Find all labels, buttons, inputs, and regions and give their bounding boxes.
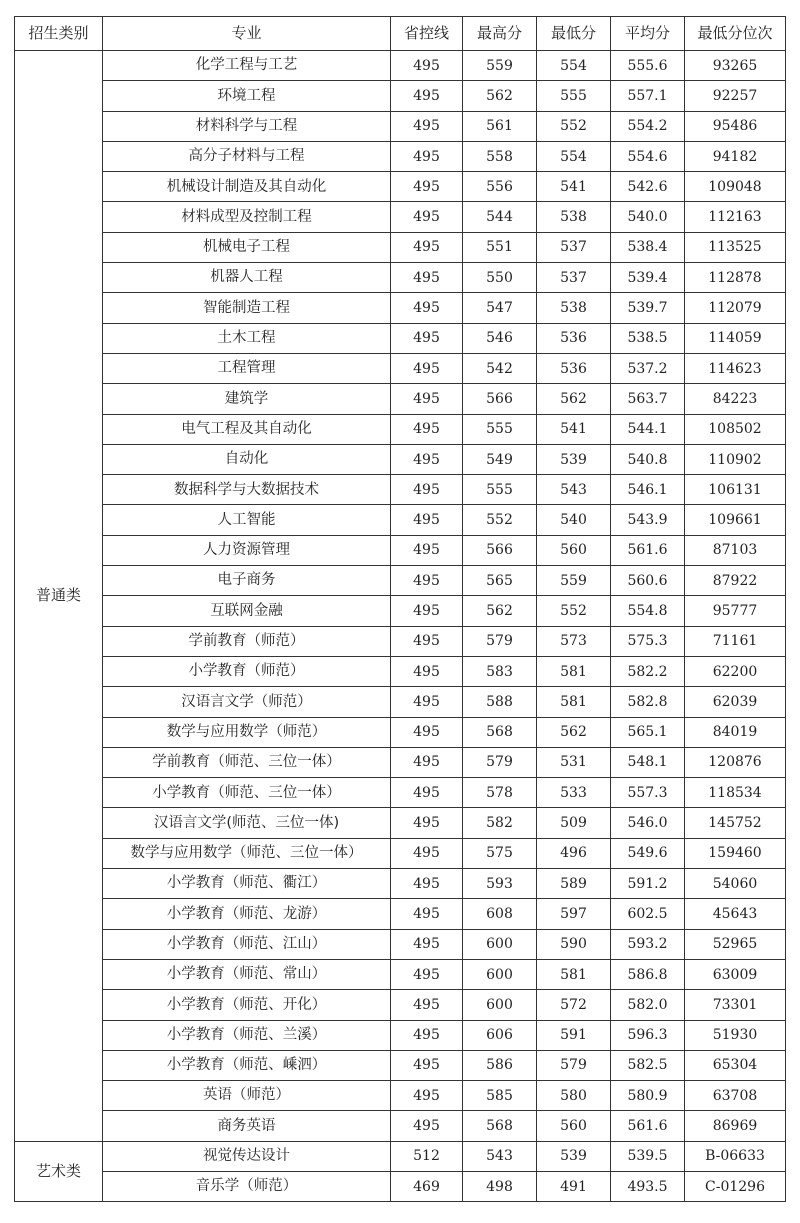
avg-score-cell: 549.6 [611, 838, 685, 868]
min-rank-cell: 84019 [685, 717, 786, 747]
min-score-cell: 537 [537, 232, 611, 262]
major-cell: 商务英语 [103, 1111, 391, 1141]
major-cell: 小学教育（师范、开化） [103, 990, 391, 1020]
major-cell: 视觉传达设计 [103, 1141, 391, 1171]
min-score-cell: 580 [537, 1081, 611, 1111]
min-score-cell: 573 [537, 626, 611, 656]
min-score-cell: 539 [537, 1141, 611, 1171]
table-row [15, 838, 786, 868]
major-cell: 汉语言文学（师范） [103, 687, 391, 717]
control-line-cell: 495 [391, 81, 463, 111]
max-score-cell: 544 [463, 202, 537, 232]
avg-score-cell: 565.1 [611, 717, 685, 747]
min-score-cell: 555 [537, 81, 611, 111]
table-row [15, 899, 786, 929]
avg-score-cell: 548.1 [611, 747, 685, 777]
control-line-cell: 495 [391, 990, 463, 1020]
min-score-cell: 541 [537, 172, 611, 202]
avg-score-cell: 546.1 [611, 475, 685, 505]
min-rank-cell: 63708 [685, 1081, 786, 1111]
avg-score-cell: 557.3 [611, 778, 685, 808]
avg-score-cell: 554.6 [611, 141, 685, 171]
control-line-cell: 495 [391, 414, 463, 444]
avg-score-cell: 591.2 [611, 869, 685, 899]
min-score-cell: 536 [537, 323, 611, 353]
major-cell: 互联网金融 [103, 596, 391, 626]
max-score-cell: 556 [463, 172, 537, 202]
table-row [15, 444, 786, 474]
min-rank-cell: B-06633 [685, 1141, 786, 1171]
max-score-cell: 578 [463, 778, 537, 808]
min-rank-cell: 120876 [685, 747, 786, 777]
max-score-cell: 588 [463, 687, 537, 717]
major-cell: 材料科学与工程 [103, 111, 391, 141]
avg-score-cell: 596.3 [611, 1020, 685, 1050]
min-score-cell: 560 [537, 535, 611, 565]
min-rank-cell: 109661 [685, 505, 786, 535]
control-line-cell: 495 [391, 656, 463, 686]
header-min-rank: 最低分位次 [685, 17, 786, 51]
major-cell: 机器人工程 [103, 263, 391, 293]
max-score-cell: 549 [463, 444, 537, 474]
max-score-cell: 593 [463, 869, 537, 899]
min-score-cell: 560 [537, 1111, 611, 1141]
max-score-cell: 600 [463, 990, 537, 1020]
avg-score-cell: 538.4 [611, 232, 685, 262]
min-score-cell: 589 [537, 869, 611, 899]
control-line-cell: 495 [391, 566, 463, 596]
avg-score-cell: 593.2 [611, 929, 685, 959]
max-score-cell: 582 [463, 808, 537, 838]
table-row [15, 1171, 786, 1201]
major-cell: 学前教育（师范） [103, 626, 391, 656]
max-score-cell: 498 [463, 1171, 537, 1201]
min-rank-cell: 112878 [685, 263, 786, 293]
min-rank-cell: 113525 [685, 232, 786, 262]
control-line-cell: 495 [391, 141, 463, 171]
table-row [15, 687, 786, 717]
min-rank-cell: 92257 [685, 81, 786, 111]
avg-score-cell: 582.2 [611, 656, 685, 686]
min-rank-cell: 94182 [685, 141, 786, 171]
max-score-cell: 579 [463, 747, 537, 777]
header-major: 专业 [103, 17, 391, 51]
avg-score-cell: 557.1 [611, 81, 685, 111]
control-line-cell: 495 [391, 899, 463, 929]
min-score-cell: 562 [537, 384, 611, 414]
control-line-cell: 495 [391, 929, 463, 959]
major-cell: 数学与应用数学（师范、三位一体） [103, 838, 391, 868]
min-score-cell: 591 [537, 1020, 611, 1050]
major-cell: 小学教育（师范） [103, 656, 391, 686]
min-rank-cell: 106131 [685, 475, 786, 505]
table-row [15, 1141, 786, 1171]
control-line-cell: 495 [391, 111, 463, 141]
major-cell: 电子商务 [103, 566, 391, 596]
max-score-cell: 575 [463, 838, 537, 868]
control-line-cell: 495 [391, 232, 463, 262]
major-cell: 机械设计制造及其自动化 [103, 172, 391, 202]
max-score-cell: 586 [463, 1050, 537, 1080]
header-max-score: 最高分 [463, 17, 537, 51]
max-score-cell: 579 [463, 626, 537, 656]
max-score-cell: 551 [463, 232, 537, 262]
min-score-cell: 509 [537, 808, 611, 838]
table-row [15, 869, 786, 899]
min-score-cell: 581 [537, 687, 611, 717]
control-line-cell: 512 [391, 1141, 463, 1171]
table-row [15, 475, 786, 505]
max-score-cell: 568 [463, 717, 537, 747]
table-row [15, 81, 786, 111]
min-score-cell: 538 [537, 293, 611, 323]
control-line-cell: 495 [391, 778, 463, 808]
major-cell: 小学教育（师范、三位一体） [103, 778, 391, 808]
major-cell: 机械电子工程 [103, 232, 391, 262]
table-row [15, 566, 786, 596]
min-score-cell: 581 [537, 959, 611, 989]
major-cell: 小学教育（师范、江山） [103, 929, 391, 959]
min-rank-cell: 145752 [685, 808, 786, 838]
table-body [15, 51, 786, 1202]
table-row [15, 202, 786, 232]
avg-score-cell: 543.9 [611, 505, 685, 535]
min-rank-cell: 159460 [685, 838, 786, 868]
avg-score-cell: 602.5 [611, 899, 685, 929]
min-rank-cell: 109048 [685, 172, 786, 202]
min-rank-cell: 62200 [685, 656, 786, 686]
table-row [15, 505, 786, 535]
avg-score-cell: 542.6 [611, 172, 685, 202]
avg-score-cell: 561.6 [611, 1111, 685, 1141]
control-line-cell: 495 [391, 747, 463, 777]
table-row [15, 293, 786, 323]
max-score-cell: 606 [463, 1020, 537, 1050]
min-score-cell: 531 [537, 747, 611, 777]
table-row [15, 535, 786, 565]
min-rank-cell: 112079 [685, 293, 786, 323]
min-rank-cell: 54060 [685, 869, 786, 899]
category-cell: 普通类 [15, 51, 103, 1142]
min-score-cell: 554 [537, 141, 611, 171]
table-row [15, 414, 786, 444]
max-score-cell: 550 [463, 263, 537, 293]
control-line-cell: 495 [391, 626, 463, 656]
control-line-cell: 495 [391, 384, 463, 414]
control-line-cell: 495 [391, 323, 463, 353]
major-cell: 工程管理 [103, 353, 391, 383]
major-cell: 数据科学与大数据技术 [103, 475, 391, 505]
major-cell: 小学教育（师范、常山） [103, 959, 391, 989]
avg-score-cell: 554.2 [611, 111, 685, 141]
min-score-cell: 562 [537, 717, 611, 747]
control-line-cell: 495 [391, 202, 463, 232]
admission-scores-table [14, 16, 786, 1202]
min-rank-cell: 114623 [685, 353, 786, 383]
avg-score-cell: 560.6 [611, 566, 685, 596]
major-cell: 学前教育（师范、三位一体） [103, 747, 391, 777]
control-line-cell: 495 [391, 535, 463, 565]
min-score-cell: 590 [537, 929, 611, 959]
table-row [15, 1081, 786, 1111]
table-row [15, 626, 786, 656]
major-cell: 音乐学（师范） [103, 1171, 391, 1201]
min-rank-cell: 95486 [685, 111, 786, 141]
table-row [15, 263, 786, 293]
max-score-cell: 600 [463, 929, 537, 959]
min-score-cell: 536 [537, 353, 611, 383]
major-cell: 建筑学 [103, 384, 391, 414]
min-score-cell: 538 [537, 202, 611, 232]
min-score-cell: 541 [537, 414, 611, 444]
avg-score-cell: 539.7 [611, 293, 685, 323]
table-row [15, 1050, 786, 1080]
control-line-cell: 495 [391, 717, 463, 747]
table-row [15, 51, 786, 81]
max-score-cell: 555 [463, 414, 537, 444]
max-score-cell: 608 [463, 899, 537, 929]
table-header-row [15, 17, 786, 51]
table-row [15, 172, 786, 202]
major-cell: 小学教育（师范、龙游） [103, 899, 391, 929]
avg-score-cell: 575.3 [611, 626, 685, 656]
max-score-cell: 561 [463, 111, 537, 141]
table-row [15, 717, 786, 747]
max-score-cell: 547 [463, 293, 537, 323]
min-score-cell: 552 [537, 111, 611, 141]
category-cell: 艺术类 [15, 1141, 103, 1202]
min-rank-cell: 86969 [685, 1111, 786, 1141]
avg-score-cell: 544.1 [611, 414, 685, 444]
min-score-cell: 533 [537, 778, 611, 808]
control-line-cell: 495 [391, 1081, 463, 1111]
major-cell: 小学教育（师范、兰溪） [103, 1020, 391, 1050]
avg-score-cell: 537.2 [611, 353, 685, 383]
min-rank-cell: 63009 [685, 959, 786, 989]
min-score-cell: 540 [537, 505, 611, 535]
min-score-cell: 539 [537, 444, 611, 474]
major-cell: 人工智能 [103, 505, 391, 535]
table-row [15, 656, 786, 686]
control-line-cell: 495 [391, 838, 463, 868]
control-line-cell: 495 [391, 596, 463, 626]
avg-score-cell: 540.8 [611, 444, 685, 474]
max-score-cell: 566 [463, 535, 537, 565]
avg-score-cell: 563.7 [611, 384, 685, 414]
min-score-cell: 559 [537, 566, 611, 596]
table-row [15, 929, 786, 959]
avg-score-cell: 539.5 [611, 1141, 685, 1171]
max-score-cell: 565 [463, 566, 537, 596]
major-cell: 自动化 [103, 444, 391, 474]
major-cell: 土木工程 [103, 323, 391, 353]
min-rank-cell: 73301 [685, 990, 786, 1020]
table-row [15, 384, 786, 414]
min-rank-cell: 87103 [685, 535, 786, 565]
table-row [15, 990, 786, 1020]
min-score-cell: 581 [537, 656, 611, 686]
header-category: 招生类别 [15, 17, 103, 51]
major-cell: 电气工程及其自动化 [103, 414, 391, 444]
admission-scores-table-container [14, 16, 786, 1202]
max-score-cell: 583 [463, 656, 537, 686]
control-line-cell: 469 [391, 1171, 463, 1201]
table-row [15, 778, 786, 808]
max-score-cell: 562 [463, 81, 537, 111]
avg-score-cell: 582.0 [611, 990, 685, 1020]
control-line-cell: 495 [391, 475, 463, 505]
max-score-cell: 559 [463, 51, 537, 81]
min-rank-cell: 87922 [685, 566, 786, 596]
table-row [15, 1111, 786, 1141]
max-score-cell: 600 [463, 959, 537, 989]
control-line-cell: 495 [391, 869, 463, 899]
control-line-cell: 495 [391, 172, 463, 202]
min-score-cell: 552 [537, 596, 611, 626]
major-cell: 材料成型及控制工程 [103, 202, 391, 232]
major-cell: 高分子材料与工程 [103, 141, 391, 171]
major-cell: 智能制造工程 [103, 293, 391, 323]
major-cell: 化学工程与工艺 [103, 51, 391, 81]
table-row [15, 1020, 786, 1050]
avg-score-cell: 538.5 [611, 323, 685, 353]
min-score-cell: 491 [537, 1171, 611, 1201]
min-rank-cell: 93265 [685, 51, 786, 81]
min-rank-cell: 118534 [685, 778, 786, 808]
min-score-cell: 572 [537, 990, 611, 1020]
major-cell: 环境工程 [103, 81, 391, 111]
table-row [15, 808, 786, 838]
min-rank-cell: 110902 [685, 444, 786, 474]
control-line-cell: 495 [391, 959, 463, 989]
min-score-cell: 554 [537, 51, 611, 81]
major-cell: 小学教育（师范、衢江） [103, 869, 391, 899]
min-rank-cell: 112163 [685, 202, 786, 232]
control-line-cell: 495 [391, 293, 463, 323]
max-score-cell: 566 [463, 384, 537, 414]
control-line-cell: 495 [391, 353, 463, 383]
control-line-cell: 495 [391, 1111, 463, 1141]
min-score-cell: 579 [537, 1050, 611, 1080]
avg-score-cell: 546.0 [611, 808, 685, 838]
control-line-cell: 495 [391, 687, 463, 717]
table-row [15, 353, 786, 383]
max-score-cell: 552 [463, 505, 537, 535]
min-rank-cell: 45643 [685, 899, 786, 929]
table-row [15, 596, 786, 626]
avg-score-cell: 555.6 [611, 51, 685, 81]
avg-score-cell: 586.8 [611, 959, 685, 989]
min-score-cell: 597 [537, 899, 611, 929]
control-line-cell: 495 [391, 505, 463, 535]
table-row [15, 111, 786, 141]
max-score-cell: 562 [463, 596, 537, 626]
control-line-cell: 495 [391, 263, 463, 293]
min-rank-cell: 71161 [685, 626, 786, 656]
avg-score-cell: 561.6 [611, 535, 685, 565]
avg-score-cell: 582.8 [611, 687, 685, 717]
min-rank-cell: 95777 [685, 596, 786, 626]
table-row [15, 959, 786, 989]
control-line-cell: 495 [391, 444, 463, 474]
control-line-cell: 495 [391, 51, 463, 81]
control-line-cell: 495 [391, 1050, 463, 1080]
max-score-cell: 555 [463, 475, 537, 505]
major-cell: 汉语言文学(师范、三位一体) [103, 808, 391, 838]
max-score-cell: 546 [463, 323, 537, 353]
min-score-cell: 496 [537, 838, 611, 868]
min-rank-cell: 62039 [685, 687, 786, 717]
table-row [15, 141, 786, 171]
min-score-cell: 537 [537, 263, 611, 293]
avg-score-cell: 554.8 [611, 596, 685, 626]
avg-score-cell: 582.5 [611, 1050, 685, 1080]
min-rank-cell: 65304 [685, 1050, 786, 1080]
max-score-cell: 558 [463, 141, 537, 171]
major-cell: 数学与应用数学（师范） [103, 717, 391, 747]
min-rank-cell: 51930 [685, 1020, 786, 1050]
table-row [15, 232, 786, 262]
major-cell: 人力资源管理 [103, 535, 391, 565]
min-rank-cell: 114059 [685, 323, 786, 353]
min-rank-cell: 84223 [685, 384, 786, 414]
major-cell: 小学教育（师范、嵊泗） [103, 1050, 391, 1080]
header-control-line: 省控线 [391, 17, 463, 51]
table-row [15, 747, 786, 777]
avg-score-cell: 493.5 [611, 1171, 685, 1201]
max-score-cell: 568 [463, 1111, 537, 1141]
min-score-cell: 543 [537, 475, 611, 505]
major-cell: 英语（师范） [103, 1081, 391, 1111]
max-score-cell: 585 [463, 1081, 537, 1111]
table-row [15, 323, 786, 353]
header-avg-score: 平均分 [611, 17, 685, 51]
avg-score-cell: 540.0 [611, 202, 685, 232]
min-rank-cell: 52965 [685, 929, 786, 959]
control-line-cell: 495 [391, 808, 463, 838]
avg-score-cell: 580.9 [611, 1081, 685, 1111]
avg-score-cell: 539.4 [611, 263, 685, 293]
min-rank-cell: 108502 [685, 414, 786, 444]
min-rank-cell: C-01296 [685, 1171, 786, 1201]
header-min-score: 最低分 [537, 17, 611, 51]
control-line-cell: 495 [391, 1020, 463, 1050]
max-score-cell: 543 [463, 1141, 537, 1171]
max-score-cell: 542 [463, 353, 537, 383]
